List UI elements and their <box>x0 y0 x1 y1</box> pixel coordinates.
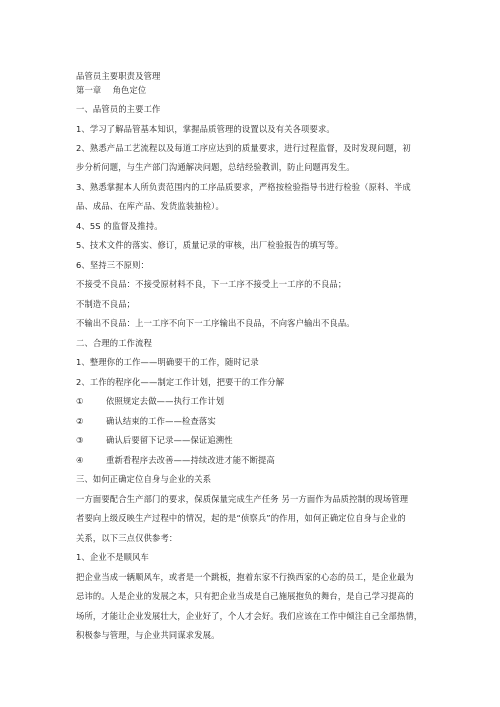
step-4 <box>76 455 275 466</box>
s1-item-3-cont: 品、成品、在库产品、发货监装抽检）。 <box>76 201 224 211</box>
step-text: 重新看程序去改善——持续改进才能不断提高 <box>106 455 275 465</box>
s2-item-2: 2、工作的程序化——制定工作计划，把要干的工作分解 <box>76 377 285 387</box>
section-1-heading: 一、品管员的主要工作 <box>76 104 161 114</box>
step-1 <box>76 396 224 407</box>
principle-1: 不接受不良品：不接受原材料不良，下一工序不接受上一工序的不良品； <box>76 279 347 289</box>
step-number: ③ <box>76 435 84 445</box>
s1-item-2-cont: 步分析问题，与生产部门沟通解决问题，总结经验教训，防止问题再发生。 <box>76 162 355 172</box>
section-3-heading: 三、如何正确定位自身与企业的关系 <box>76 474 212 484</box>
step-text: 确认后要留下记录——保证追溯性 <box>106 435 233 445</box>
principle-2: 不制造不良品； <box>76 299 136 309</box>
step-number: ① <box>76 396 84 406</box>
s1-item-2: 2、熟悉产品工艺流程以及每道工序应达到的质量要求，进行过程监督，及时发现问题，初 <box>76 143 411 153</box>
s1-item-6: 6、坚持三不原则： <box>76 260 150 270</box>
s1-item-4: 4、5S 的监督及推持。 <box>76 221 163 231</box>
s3-intro-2: 者要向上级反映生产过程中的情况，起的是“侦察兵”的作用，如何正确定位自身与企业的 <box>76 513 406 523</box>
step-number: ④ <box>76 455 84 465</box>
s1-item-3: 3、熟悉掌握本人所负责范围内的工序品质要求，严格按检验指导书进行检验（原料、半成 <box>76 182 411 192</box>
s3-intro-1: 一方面要配合生产部门的要求，保质保量完成生产任务 另一方面作为品质控制的现场管理 <box>76 494 409 504</box>
s3-para-2: 忌讳的。人是企业的发展之本，只有把企业当成是自己施展抱负的舞台，是自己学习提高的 <box>76 591 414 601</box>
doc-title: 品管员主要职责及管理 <box>76 71 161 81</box>
s1-item-1: 1、学习了解品管基本知识，掌握品质管理的设置以及有关各项要求。 <box>76 124 335 134</box>
section-2-heading: 二、合理的工作流程 <box>76 338 153 348</box>
s3-para-1: 把企业当成一辆顺风车，或者是一个跳板，抱着东家不行换西家的心态的员工，是企业最为 <box>76 572 414 582</box>
principle-3: 不输出不良品：上一工序不向下一工序输出不良品，不向客户输出不良品。 <box>76 318 355 328</box>
s3-para-3: 场所，才能让企业发展壮大，企业好了，个人才会好。我们应该在工作中倾注自己全部热情， <box>76 611 423 621</box>
step-2 <box>76 416 216 427</box>
step-text: 依照规定去做——执行工作计划 <box>106 396 225 406</box>
s3-para-4: 积极参与管理，与企业共同谋求发展。 <box>76 630 220 640</box>
s3-intro-3: 关系，以下三点仅供参考： <box>76 533 178 543</box>
step-text: 确认结束的工作——检查落实 <box>106 416 216 426</box>
s1-item-5: 5、技术文件的落实、修订，质量记录的审核，出厂检验报告的填写等。 <box>76 240 344 250</box>
step-3 <box>76 435 233 446</box>
chapter-heading: 第一章 角色定位 <box>76 85 147 95</box>
s3-subheading: 1、企业不是顺风车 <box>76 552 150 562</box>
step-number: ② <box>76 416 84 426</box>
s2-item-1: 1、整理你的工作——明确要干的工作，随时记录 <box>76 357 259 367</box>
